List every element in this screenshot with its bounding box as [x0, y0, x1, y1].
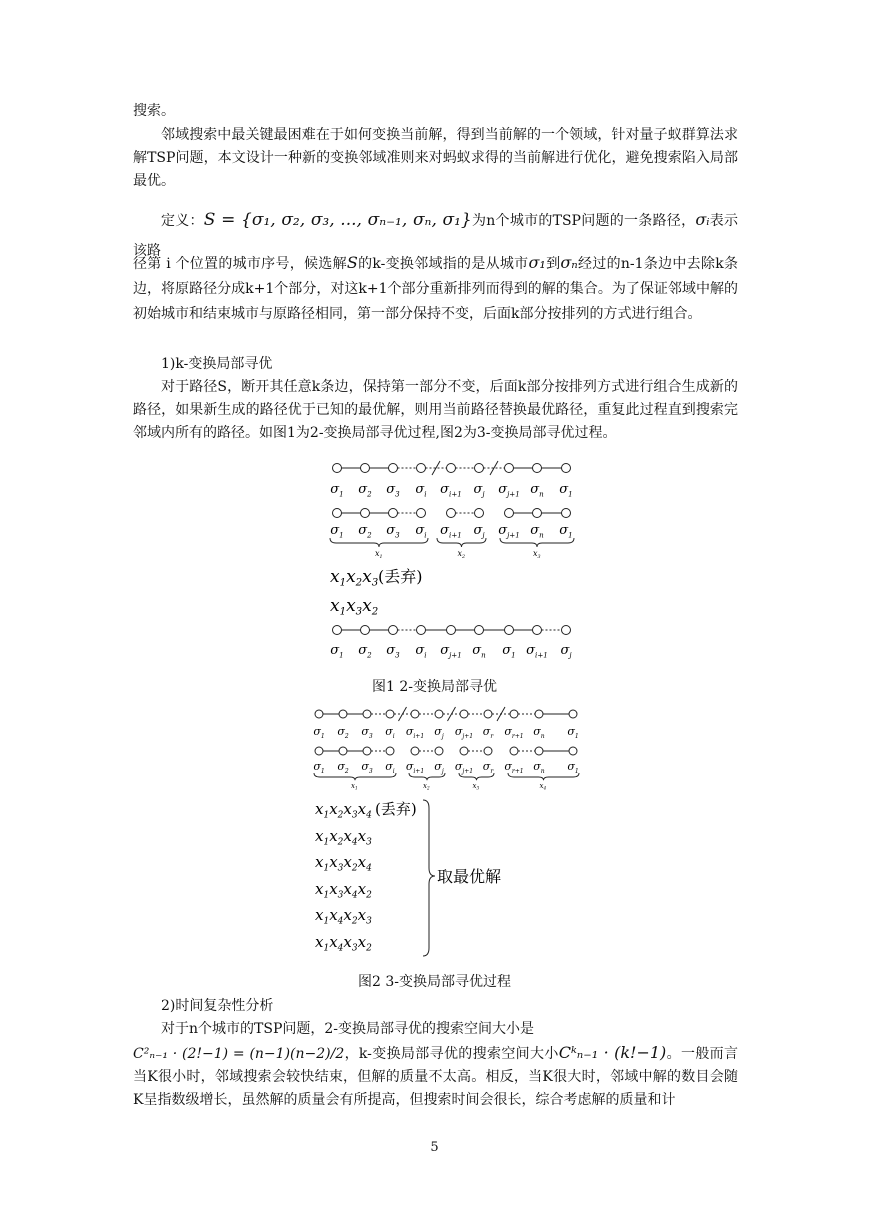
f2-row1-label: $\sigma_n$: [533, 725, 545, 740]
f2-row1-label: $\sigma_{r+1}$: [504, 725, 524, 740]
f1-row2-label: $\sigma_2$: [358, 523, 372, 540]
f2-row2-label: $\sigma_2$: [337, 760, 349, 775]
f2-row1-node: [363, 710, 371, 718]
sigma-n: σₙ: [560, 253, 578, 272]
f2-row1-node: [569, 710, 577, 718]
f2-row1-label: $\sigma_1$: [313, 725, 325, 740]
f1-row2-label: $\sigma_n$: [530, 523, 544, 540]
p3-text-b: 的k-变换邻域指的是从城市: [357, 256, 529, 272]
f2-row1-node: [484, 710, 492, 718]
f2-row1-node: [339, 710, 347, 718]
f1-brace: [437, 538, 486, 547]
f2-row2-label: $\sigma_i$: [385, 760, 395, 775]
p3-text-c: 到: [545, 256, 561, 272]
f1-brace: [330, 538, 428, 547]
f2-best-label: 取最优解: [437, 867, 502, 886]
f2-row2-node: [363, 747, 371, 755]
f2-perm-1: $x_1x_2x_3x_4$: [315, 800, 372, 821]
f1-row2-label: $\sigma_{j+1}$: [498, 523, 520, 540]
f2-row2-label: $\sigma_1$: [567, 760, 579, 775]
f2-row1-label: $\sigma_j$: [434, 725, 444, 740]
f1-row2-label: $\sigma_j$: [473, 523, 485, 540]
f1-row2-node: [562, 509, 571, 518]
paragraph-0: 搜索。: [133, 103, 175, 119]
f1-row3-node: [447, 626, 456, 635]
f2-row2-node: [535, 747, 543, 755]
f1-row1-label: $\sigma_n$: [530, 482, 544, 499]
f2-row1-label: $\sigma_i$: [385, 725, 395, 740]
f2-right-brace: [423, 800, 435, 956]
f2-row1-node: [386, 710, 394, 718]
f1-row2-label: $\sigma_1$: [330, 523, 344, 540]
f1-row1-label: $\sigma_j$: [473, 482, 485, 499]
f2-row2-node: [569, 747, 577, 755]
f1-row2-label: $\sigma_i$: [415, 523, 427, 540]
f2-row2-label: $\sigma_{i+1}$: [405, 760, 425, 775]
f2-row2-label: $\sigma_{j+1}$: [454, 760, 474, 775]
f2-row2-label: $\sigma_r$: [482, 760, 494, 775]
figure1-caption: 图1 2-变换局部寻优: [372, 679, 497, 695]
paragraph-1: 邻域搜索中最关键最困难在于如何变换当前解，得到当前解的一个领域，针对量子蚁群算法求解TSP问题，本文设计一种新的变换邻域准则来对蚂蚁求得的当前解进行优化，避免搜索陷入局部最优。: [133, 127, 738, 189]
f1-row2-label: $\sigma_3$: [386, 523, 400, 540]
f2-row1-label: $\sigma_1$: [567, 725, 579, 740]
formula-2-transform: C²ₙ₋₁ · (2!−1) = (n−1)(n−2)/2: [133, 1046, 345, 1062]
f1-row3-label: $\sigma_{j+1}$: [440, 643, 462, 660]
definition-label: 定义：: [161, 213, 204, 229]
f2-perm-4: $x_1x_3x_4x_2$: [315, 880, 372, 901]
figure2-row2: [313, 747, 578, 775]
f1-row2-label: $\sigma_1$: [559, 523, 573, 540]
f1-group-label: $x_2$: [457, 549, 466, 560]
f1-row3-node: [389, 626, 398, 635]
figure-1: [320, 458, 590, 668]
f2-group-label: $x_2$: [423, 782, 430, 791]
heading-k-transform: 1)k-变换局部寻优: [161, 356, 273, 372]
f1-row2-node: [533, 509, 542, 518]
f1-row1-node: [389, 464, 398, 473]
figure-2: [305, 704, 605, 968]
f1-row3-node: [533, 626, 542, 635]
f1-row3-node: [333, 626, 342, 635]
page-number: 5: [430, 1140, 439, 1155]
f2-group-label: $x_1$: [351, 782, 358, 791]
figure2-permutations: [315, 800, 501, 956]
f2-row1-label: $\sigma_r$: [482, 725, 494, 740]
f2-row1-label: $\sigma_{j+1}$: [454, 725, 474, 740]
f2-perm-3: $x_1x_3x_2x_4$: [315, 853, 372, 874]
f2-row2-label: $\sigma_{r+1}$: [504, 760, 524, 775]
figure2-row1: [313, 707, 578, 740]
f1-row2-node: [389, 509, 398, 518]
f2-row1-node: [535, 710, 543, 718]
figure1-row1: [330, 461, 572, 498]
symbol-S: S: [346, 253, 358, 272]
f1-row3-label: $\sigma_1$: [330, 643, 344, 660]
f1-row2-node: [505, 509, 514, 518]
f1-row1-label: $\sigma_1$: [559, 482, 573, 499]
figure1-permutations: [330, 567, 423, 618]
f1-row1-node: [533, 464, 542, 473]
figure1-braces: [330, 538, 574, 560]
figure1-row3: [330, 626, 572, 660]
definition-text-end: 表示该路: [133, 213, 739, 259]
f1-row2-node: [361, 509, 370, 518]
p6-text-a: ，k-变换局部寻优的搜索空间大小: [344, 1046, 559, 1062]
f1-row3-node: [417, 626, 426, 635]
sigma-1: σ₁: [528, 253, 546, 272]
f1-perm-2: $x_1x_3x_2$: [330, 596, 379, 618]
f2-perm-2: $x_1x_2x_4x_3$: [315, 827, 372, 848]
f1-row3-node: [562, 626, 571, 635]
f2-row2-label: $\sigma_n$: [533, 760, 545, 775]
f2-row2-node: [411, 747, 419, 755]
sigma-i: σᵢ: [695, 210, 710, 229]
f1-row1-node: [361, 464, 370, 473]
f2-row2-node: [460, 747, 468, 755]
p3-text-a: 径第 i 个位置的城市序号，候选解: [133, 256, 347, 272]
f2-row2-label: $\sigma_j$: [434, 760, 444, 775]
figure1-row2: [330, 509, 572, 540]
f1-row1-node: [417, 464, 426, 473]
p3-text-d: 经过的n-1条边中去除k条边，将原路径分成k+1个部分，对这k+1个部分重新排列而得到的解的集合。为了保证邻域中解的初始城市和结束城市与原路径相同，第一部分保持不变，后面k部分按排列的方式进行组合。: [133, 256, 739, 322]
f1-row1-label: $\sigma_3$: [386, 482, 400, 499]
definition-text: 为n个城市的TSP问题的一条路径，: [471, 213, 696, 229]
f1-group-label: $x_1$: [375, 549, 383, 560]
f2-row1-node: [510, 710, 518, 718]
f2-row2-node: [339, 747, 347, 755]
f2-row2-node: [386, 747, 394, 755]
f1-row1-node: [475, 464, 484, 473]
formula-k-transform: Cᵏₙ₋₁ · (k!−1): [558, 1043, 667, 1062]
f1-row2-node: [447, 509, 456, 518]
f1-row3-label: $\sigma_j$: [560, 643, 572, 660]
f1-row2-node: [475, 509, 484, 518]
f1-row1-node: [333, 464, 342, 473]
figure2-braces: [314, 773, 579, 791]
f2-brace: [314, 773, 396, 780]
f1-perm-1: $x_1x_2x_3$: [330, 567, 379, 589]
f2-row1-node: [411, 710, 419, 718]
f1-row1-node: [505, 464, 514, 473]
f2-row1-node: [460, 710, 468, 718]
f1-row3-node: [361, 626, 370, 635]
f1-row2-label: $\sigma_{i+1}$: [440, 523, 462, 540]
paragraph-3: [133, 250, 738, 327]
f1-row3-node: [475, 626, 484, 635]
f1-row3-node: [505, 626, 514, 635]
f2-row1-label: $\sigma_2$: [337, 725, 349, 740]
f2-row1-node: [315, 710, 323, 718]
f2-row2-node: [484, 747, 492, 755]
paragraph-6: [133, 1041, 738, 1112]
f1-row3-label: $\sigma_n$: [472, 643, 486, 660]
paragraph-5: 对于n个城市的TSP问题，2-变换局部寻优的搜索空间大小是: [161, 1021, 535, 1037]
f1-row3-label: $\sigma_1$: [502, 643, 516, 660]
path-formula: S = {σ₁, σ₂, σ₃, ..., σₙ₋₁, σₙ, σ₁}: [203, 210, 472, 230]
p6-text-b: 。一般而言当K很小时，邻域搜索会较快结束，但解的质量不太高。相反，当K很大时，邻域中解的数目会随K呈指数级增长，虽然解的质量会有所提高，但搜索时间会很长，综合考虑解的质量和计: [133, 1046, 739, 1108]
f2-row2-label: $\sigma_3$: [361, 760, 373, 775]
f2-group-label: $x_3$: [472, 782, 480, 791]
paragraph-4: 对于路径S，断开其任意k条边，保持第一部分不变，后面k部分按排列方式进行组合生成新的路径，如果新生成的路径优于已知的最优解，则用当前路径替换最优路径，重复此过程直到搜索完邻域内所有的路径。如图1为2-变换局部寻优过程,图2为3-变换局部寻优过程。: [133, 379, 738, 441]
f1-row1-node: [562, 464, 571, 473]
f1-group-label: $x_3$: [533, 549, 541, 560]
f1-row3-label: $\sigma_2$: [358, 643, 372, 660]
f1-brace: [500, 538, 574, 547]
f1-row2-node: [333, 509, 342, 518]
f2-row2-node: [435, 747, 443, 755]
f2-perm-6: $x_1x_4x_3x_2$: [315, 933, 372, 954]
f1-row1-node: [447, 464, 456, 473]
figure2-caption: 图2 3-变换局部寻优过程: [358, 974, 511, 990]
f2-row2-label: $\sigma_1$: [313, 760, 325, 775]
f1-discard-note: (丢弃): [378, 567, 423, 586]
f1-row3-label: $\sigma_{i+1}$: [526, 643, 548, 660]
f2-row1-node: [435, 710, 443, 718]
f2-perm-5: $x_1x_4x_2x_3$: [315, 906, 372, 927]
f2-row2-node: [510, 747, 518, 755]
f2-row1-label: $\sigma_3$: [361, 725, 373, 740]
f1-row3-label: $\sigma_i$: [415, 643, 427, 660]
f2-row2-node: [315, 747, 323, 755]
f1-row1-label: $\sigma_1$: [330, 482, 344, 499]
f1-row3-label: $\sigma_3$: [386, 643, 400, 660]
f1-row1-label: $\sigma_2$: [358, 482, 372, 499]
f1-row2-node: [417, 509, 426, 518]
heading-complexity: 2)时间复杂性分析: [161, 998, 274, 1014]
f2-row1-label: $\sigma_{i+1}$: [405, 725, 425, 740]
f2-group-label: $x_4$: [539, 782, 547, 791]
f2-row1-cut-mark: [497, 707, 505, 721]
f1-row1-label: $\sigma_i$: [415, 482, 427, 499]
f1-row1-label: $\sigma_{j+1}$: [498, 482, 520, 499]
f2-discard-note: (丢弃): [375, 800, 417, 818]
f1-row1-label: $\sigma_{i+1}$: [440, 482, 462, 499]
